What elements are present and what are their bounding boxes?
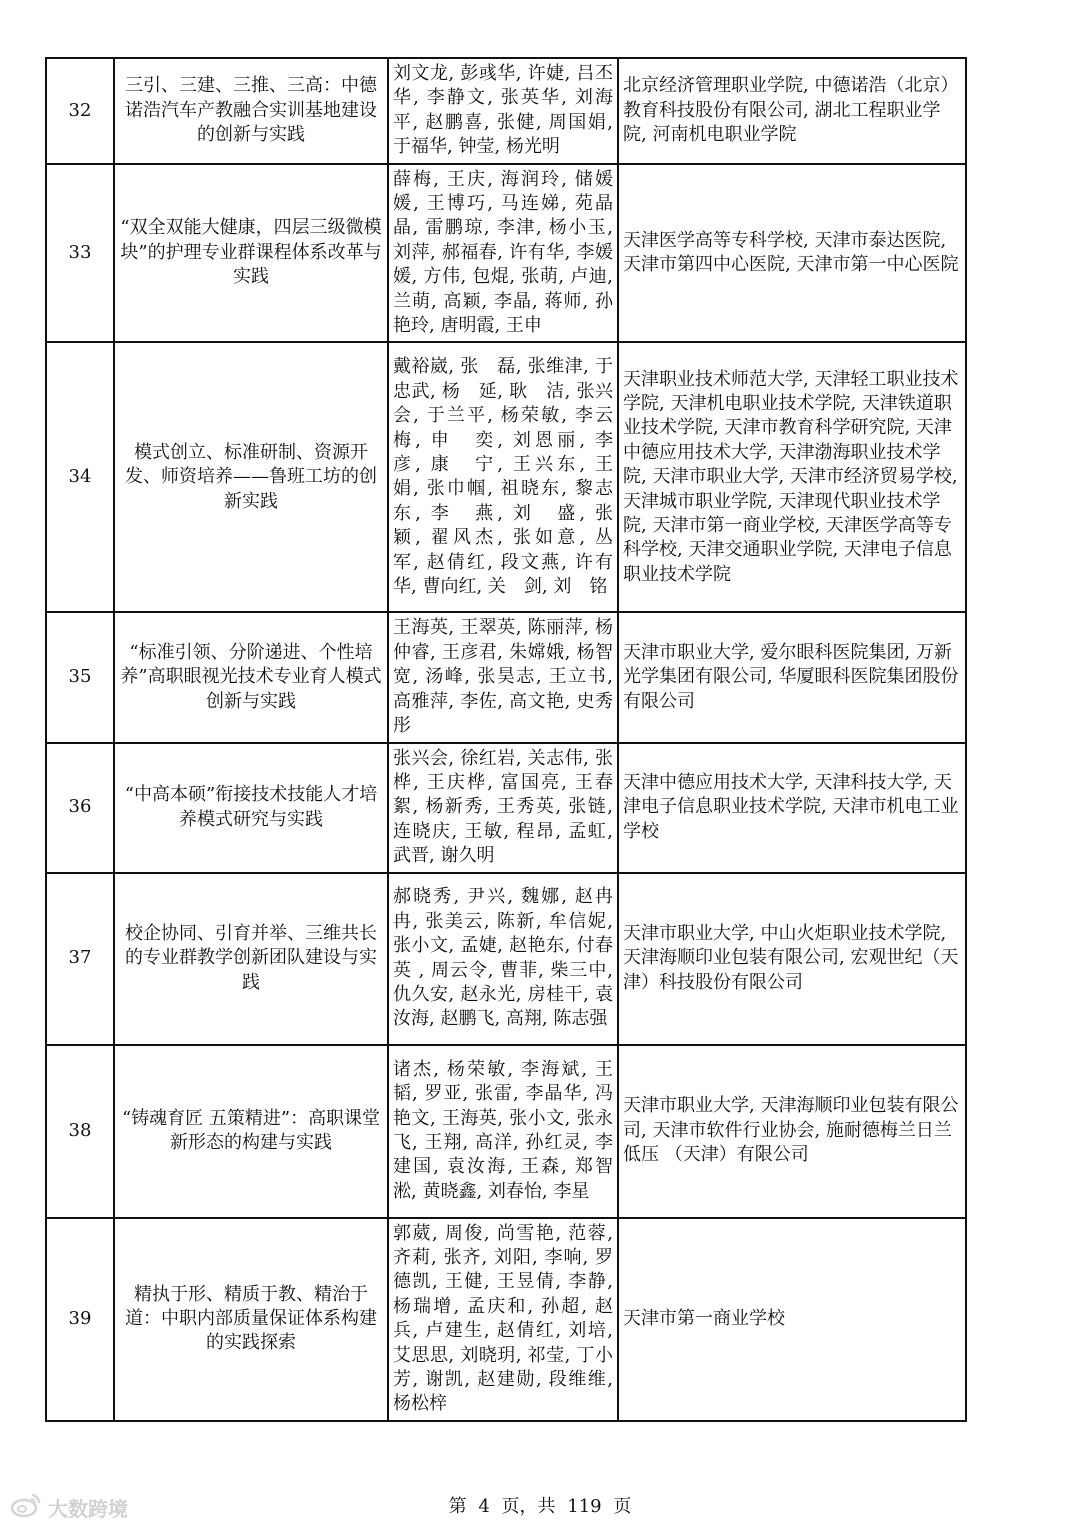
member-list: 薛梅, 王庆, 海润玲, 储媛媛, 王博巧, 马连娣, 苑晶晶, 雷鹏琼, 李津, 杨小玉, 刘萍, 郝福春, 许有华, 李媛媛, 方伟, 包焜, 张萌, 卢迪, 兰萌, 高颖, 李晶, 蒋师, 孙艳玲, 唐明霞, 王申 <box>388 164 618 343</box>
member-list: 张兴会, 徐红岩, 关志伟, 张桦, 王庆桦, 富国亮, 王春絮, 杨新秀, 王秀英, 张链, 连晓庆, 王敏, 程昂, 孟虹, 武晋, 谢久明 <box>388 743 618 873</box>
project-title: 三引、三建、三推、三高：中德诺浩汽车产教融合实训基地建设的创新与实践 <box>114 58 388 164</box>
row-number: 37 <box>46 873 114 1045</box>
page-total: 119 <box>567 1496 602 1517</box>
row-number: 34 <box>46 342 114 612</box>
page-mid: 页，共 <box>501 1496 556 1517</box>
unit-list: 天津市职业大学, 爱尔眼科医院集团, 万新光学集团有限公司, 华厦眼科医院集团股份有限公司 <box>618 612 966 742</box>
unit-list: 天津市职业大学, 天津海顺印业包装有限公司, 天津市软件行业协会, 施耐德梅兰日兰低压 （天津）有限公司 <box>618 1045 966 1218</box>
row-number: 32 <box>46 58 114 164</box>
table-row <box>46 743 966 873</box>
project-title: 校企协同、引育并举、三维共长的专业群教学创新团队建设与实践 <box>114 873 388 1045</box>
project-title: 模式创立、标准研制、资源开发、师资培养——鲁班工坊的创新实践 <box>114 342 388 612</box>
table-row <box>46 612 966 742</box>
unit-list: 北京经济管理职业学院, 中德诺浩（北京）教育科技股份有限公司, 湖北工程职业学院, 河南机电职业学院 <box>618 58 966 164</box>
row-number: 35 <box>46 612 114 742</box>
member-list: 郝晓秀, 尹兴, 魏娜, 赵冉冉, 张美云, 陈新, 牟信妮, 张小文, 孟婕, 赵艳东, 付春英 , 周云令, 曹菲, 柴三中, 仇久安, 赵永光, 房桂干, 袁汝海, 赵鹏飞, 高翔, 陈志强 <box>388 873 618 1045</box>
row-number: 39 <box>46 1218 114 1421</box>
unit-list: 天津中德应用技术大学, 天津科技大学, 天津电子信息职业技术学院, 天津市机电工业学校 <box>618 743 966 873</box>
table-row <box>46 1045 966 1218</box>
member-list: 王海英, 王翠英, 陈丽萍, 杨仲睿, 王彦君, 朱嫦娥, 杨智宽, 汤峰, 张昊志, 王立书, 高雅萍, 李佐, 高文艳, 史秀彤 <box>388 612 618 742</box>
unit-list: 天津市第一商业学校 <box>618 1218 966 1421</box>
unit-list: 天津医学高等专科学校, 天津市泰达医院, 天津市第四中心医院, 天津市第一中心医院 <box>618 164 966 343</box>
member-list: 诸杰, 杨荣敏, 李海斌, 王韬, 罗亚, 张雷, 李晶华, 冯艳文, 王海英, 张小文, 张永飞, 王翔, 高洋, 孙红灵, 李建国, 袁汝海, 王森, 郑智淞, 黄晓鑫, 刘春怡, 李星 <box>388 1045 618 1218</box>
project-title: “标准引领、分阶递进、个性培养”高职眼视光技术专业育人模式创新与实践 <box>114 612 388 742</box>
table-row <box>46 1218 966 1421</box>
table-row <box>46 164 966 343</box>
project-title: “铸魂育匠 五策精进”：高职课堂新形态的构建与实践 <box>114 1045 388 1218</box>
unit-list: 天津市职业大学, 中山火炬职业技术学院, 天津海顺印业包装有限公司, 宏观世纪（天津）科技股份有限公司 <box>618 873 966 1045</box>
row-number: 38 <box>46 1045 114 1218</box>
table-row <box>46 58 966 164</box>
row-number: 33 <box>46 164 114 343</box>
member-list: 戴裕崴, 张 磊, 张维津, 于忠武, 杨 延, 耿 洁, 张兴会, 于兰平, 杨荣敏, 李云梅, 申 奕, 刘恩丽, 李 彦, 康 宁, 王兴东, 王 娟, 张巾帼, 祖晓东, 黎志东, 李 燕, 刘 盛, 张 颖, 翟风杰, 张如意, 丛 军, 赵倩红, 段文燕, 许有华, 曹向红, 关 剑, 刘 铭 <box>388 342 618 612</box>
member-list: 刘文龙, 彭彧华, 许婕, 吕丕华, 李静文, 张英华, 刘海平, 赵鹏喜, 张健, 周国娟, 于福华, 钟莹, 杨光明 <box>388 58 618 164</box>
page-prefix: 第 <box>448 1496 467 1517</box>
award-table <box>45 57 967 1422</box>
page-footer <box>0 1492 1080 1518</box>
project-title: “中高本硕”衔接技术技能人才培养模式研究与实践 <box>114 743 388 873</box>
table-row <box>46 342 966 612</box>
table-row <box>46 873 966 1045</box>
member-list: 郭葳, 周俊, 尚雪艳, 范蓉, 齐莉, 张齐, 刘阳, 李响, 罗德凯, 王健, 王昱倩, 李静, 杨瑞增, 孟庆和, 孙超, 赵兵, 卢建生, 赵倩红, 刘培, 艾思思, 刘晓玥, 祁莹, 丁小芳, 谢凯, 赵建勋, 段维维, 杨松梓 <box>388 1218 618 1421</box>
project-title: “双全双能大健康，四层三级微模块”的护理专业群课程体系改革与实践 <box>114 164 388 343</box>
project-title: 精执于形、精质于教、精治于道：中职内部质量保证体系构建的实践探索 <box>114 1218 388 1421</box>
row-number: 36 <box>46 743 114 873</box>
unit-list: 天津职业技术师范大学, 天津轻工职业技术学院, 天津机电职业技术学院, 天津铁道职业技术学院, 天津市教育科学研究院, 天津中德应用技术大学, 天津渤海职业技术学院, 天津市职业大学, 天津市经济贸易学校, 天津城市职业学院, 天津现代职业技术学院, 天津市第一商业学校, 天津医学高等专科学校, 天津交通职业学院, 天津电子信息职业技术学院 <box>618 342 966 612</box>
watermark-text: 大数跨境 <box>48 1496 128 1521</box>
page-suffix: 页 <box>613 1496 632 1517</box>
page-current: 4 <box>478 1496 490 1517</box>
